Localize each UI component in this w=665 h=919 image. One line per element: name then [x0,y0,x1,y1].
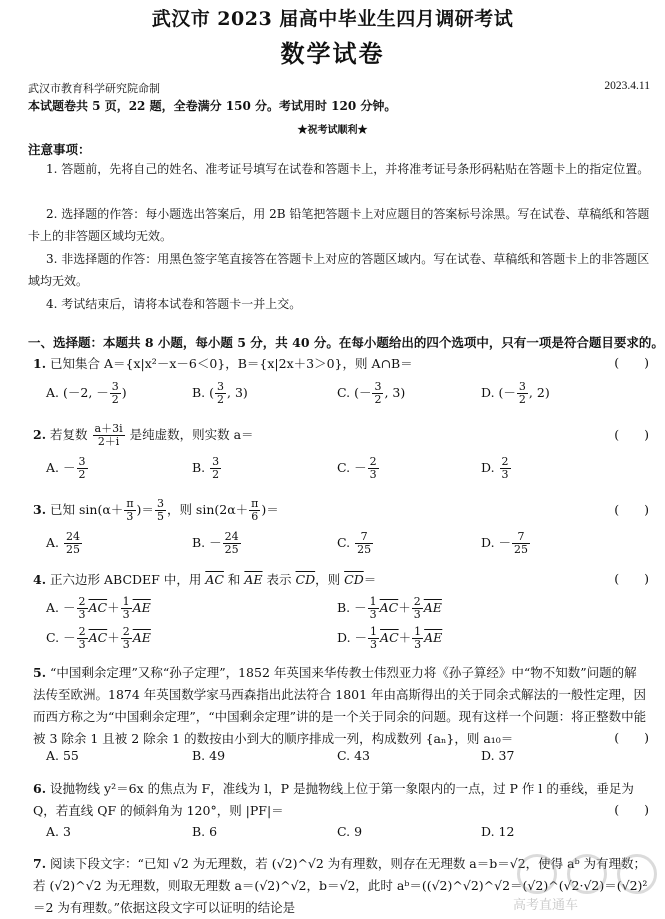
q5-option-c[interactable]: C. 43 [337,748,370,763]
question-7: 7. 阅读下段文字：“已知 √2 为无理数，若 (√2)^√2 为有理数，则存在无理数 a＝b＝√2，使得 aᵇ 为有理数；若 (√2)^√2 为无理数，则取无理数 a＝(√2)^√2，b＝√2，此时 aᵇ＝((√2)^√2)^√2＝(√2)^(√2·√2)＝(√2)²＝2 为有理数。”依据这段文字可以证明的结论是 [33,856,648,915]
q3-option-a[interactable]: A. $\frac{24}{25}$ [46,530,80,556]
question-1: 1. 已知集合 A＝{x|x²－x－6＜0}，B＝{x|2x＋3＞0}，则 A∩B＝ [33,356,413,371]
question-4: 4. 正六边形 ABCDEF 中，用 $\overline{AC}$ 和 $\overline{AE}$ 表示 $\overline{CD}$，则 $\overline{CD}=$ [33,572,377,587]
q1-option-a[interactable]: A. (－2, － $\frac{3}{2}$ ) [46,380,127,406]
issuer: 武汉市教育科学研究院命制 [28,82,160,95]
q4-option-b[interactable]: B. － $\frac{1}{3}$ $\overline{AC}+$ $\frac{2}{3}$ $\overline{AE}$ [337,595,442,621]
q2-option-d[interactable]: D. $\frac{2}{3}$ [481,455,509,481]
q1-option-c[interactable]: C. (－ $\frac{3}{2}$ , 3) [337,380,406,406]
q4-option-c[interactable]: C. － $\frac{2}{3}$ $\overline{AC}+$ $\frac{2}{3}$ $\overline{AE}$ [46,625,151,651]
notice-item-4: 4. 考试结束后，请将本试卷和答题卡一并上交。 [46,297,302,311]
q5-option-b[interactable]: B. 49 [192,748,226,763]
notice-item-2: 2. 选择题的作答：每小题选出答案后，用 2B 铅笔把答题卡上对应题目的答案标号涂黑。写在试卷、草稿纸和答题卡上的非答题区域均无效。 [28,207,650,243]
question-1-stem: 已知集合 A＝{x|x²－x－6＜0}，B＝{x|2x＋3＞0}，则 A∩B＝ [50,356,413,371]
meta-row [28,80,650,96]
q6-option-d[interactable]: D. 12 [481,824,515,839]
q4-option-d[interactable]: D. － $\frac{1}{3}$ $\overline{AC}+$ $\frac{1}{3}$ $\overline{AE}$ [337,625,443,651]
watermark-text: 高考直通车 [513,898,579,913]
section-heading: 一、选择题：本题共 8 小题，每小题 5 分，共 40 分。在每小题给出的四个选项中，只有一项是符合题目要求的。 [28,335,664,350]
notice-item-1: 1. 答题前，先将自己的姓名、准考证号填写在试卷和答题卡上，并将准考证号条形码粘贴在答题卡上的指定位置。 [46,162,650,176]
q2-option-a[interactable]: A. － $\frac{3}{2}$ [46,455,86,481]
q5-option-a[interactable]: A. 55 [46,748,79,763]
q6-option-c[interactable]: C. 9 [337,824,363,839]
exam-title: 武汉市 2023 届高中毕业生四月调研考试 [151,8,514,30]
q6-option-a[interactable]: A. 3 [46,824,71,839]
q5-option-d[interactable]: D. 37 [481,748,515,763]
answer-paren-1: ( ) [614,355,649,370]
answer-paren-3: ( ) [614,502,649,517]
q1-option-b[interactable]: B. ( $\frac{3}{2}$ , 3) [192,380,248,406]
q3-option-d[interactable]: D. － $\frac{7}{25}$ [481,530,529,556]
q2-option-c[interactable]: C. － $\frac{2}{3}$ [337,455,377,481]
answer-paren-5: ( ) [614,730,649,745]
exam-subtitle: 数学试卷 [280,39,385,68]
exam-date: 2023.4.11 [604,80,650,92]
q2-fraction: $\frac{a+3i}{2+i}$ [94,422,123,448]
answer-paren-2: ( ) [614,427,649,442]
q3-option-b[interactable]: B. － $\frac{24}{25}$ [192,530,239,556]
q1-option-d[interactable]: D. (－ $\frac{3}{2}$ , 2) [481,380,550,406]
notice-heading: 注意事项： [28,142,91,157]
q4-option-a[interactable]: A. － $\frac{2}{3}$ $\overline{AC}+$ $\frac{1}{3}$ $\overline{AE}$ [46,595,151,621]
watermark-logo [507,854,657,914]
q2-option-b[interactable]: B. $\frac{3}{2}$ [192,455,220,481]
exam-info: 本试题卷共 5 页，22 题，全卷满分 150 分。考试用时 120 分钟。 [28,99,397,113]
question-3: 3. 已知 sin(α＋ $\frac{\pi}{3}$ )＝ $\frac{3}{5}$ ，则 sin(2α＋ $\frac{\pi}{6}$ )＝ [33,497,279,523]
q6-option-b[interactable]: B. 6 [192,824,218,839]
answer-paren-4: ( ) [614,571,649,586]
good-luck-line: ★祝考试顺利★ [297,125,368,136]
q3-option-c[interactable]: C. $\frac{7}{25}$ [337,530,372,556]
notice-item-3: 3. 非选择题的作答：用黑色签字笔直接答在答题卡上对应的答题区域内。写在试卷、草稿纸和答题卡上的非答题区域均无效。 [28,252,650,288]
question-5: 5. “中国剩余定理”又称“孙子定理”，1852 年英国来华传教士伟烈亚力将《孙子算经》中“物不知数”问题的解法传至欧洲。1874 年英国数学家马西森指出此法符合 1801 年由高斯得出的关于同余式解法的一般性定理，因而西方称之为“中国剩余定理”，“中国剩余定理”讲的是一个关于同余的问题。现有这样一个问题：将正整数中能被 3 除余 1 且被 2 除余 1 的数按由小到大的顺序排成一列，构成数列 {aₙ}，则 a₁₀＝ [33,665,647,746]
answer-paren-6: ( ) [614,802,649,817]
question-2: 2. 若复数 $\frac{a+3i}{2+i}$ 是纯虚数，则实数 a＝ [33,422,254,448]
question-6: 6. 设抛物线 y²＝6x 的焦点为 F，准线为 l，P 是抛物线上位于第一象限内的一点，过 P 作 l 的垂线，垂足为 Q，若直线 QF 的倾斜角为 120°，则 |PF|＝ [33,781,634,818]
